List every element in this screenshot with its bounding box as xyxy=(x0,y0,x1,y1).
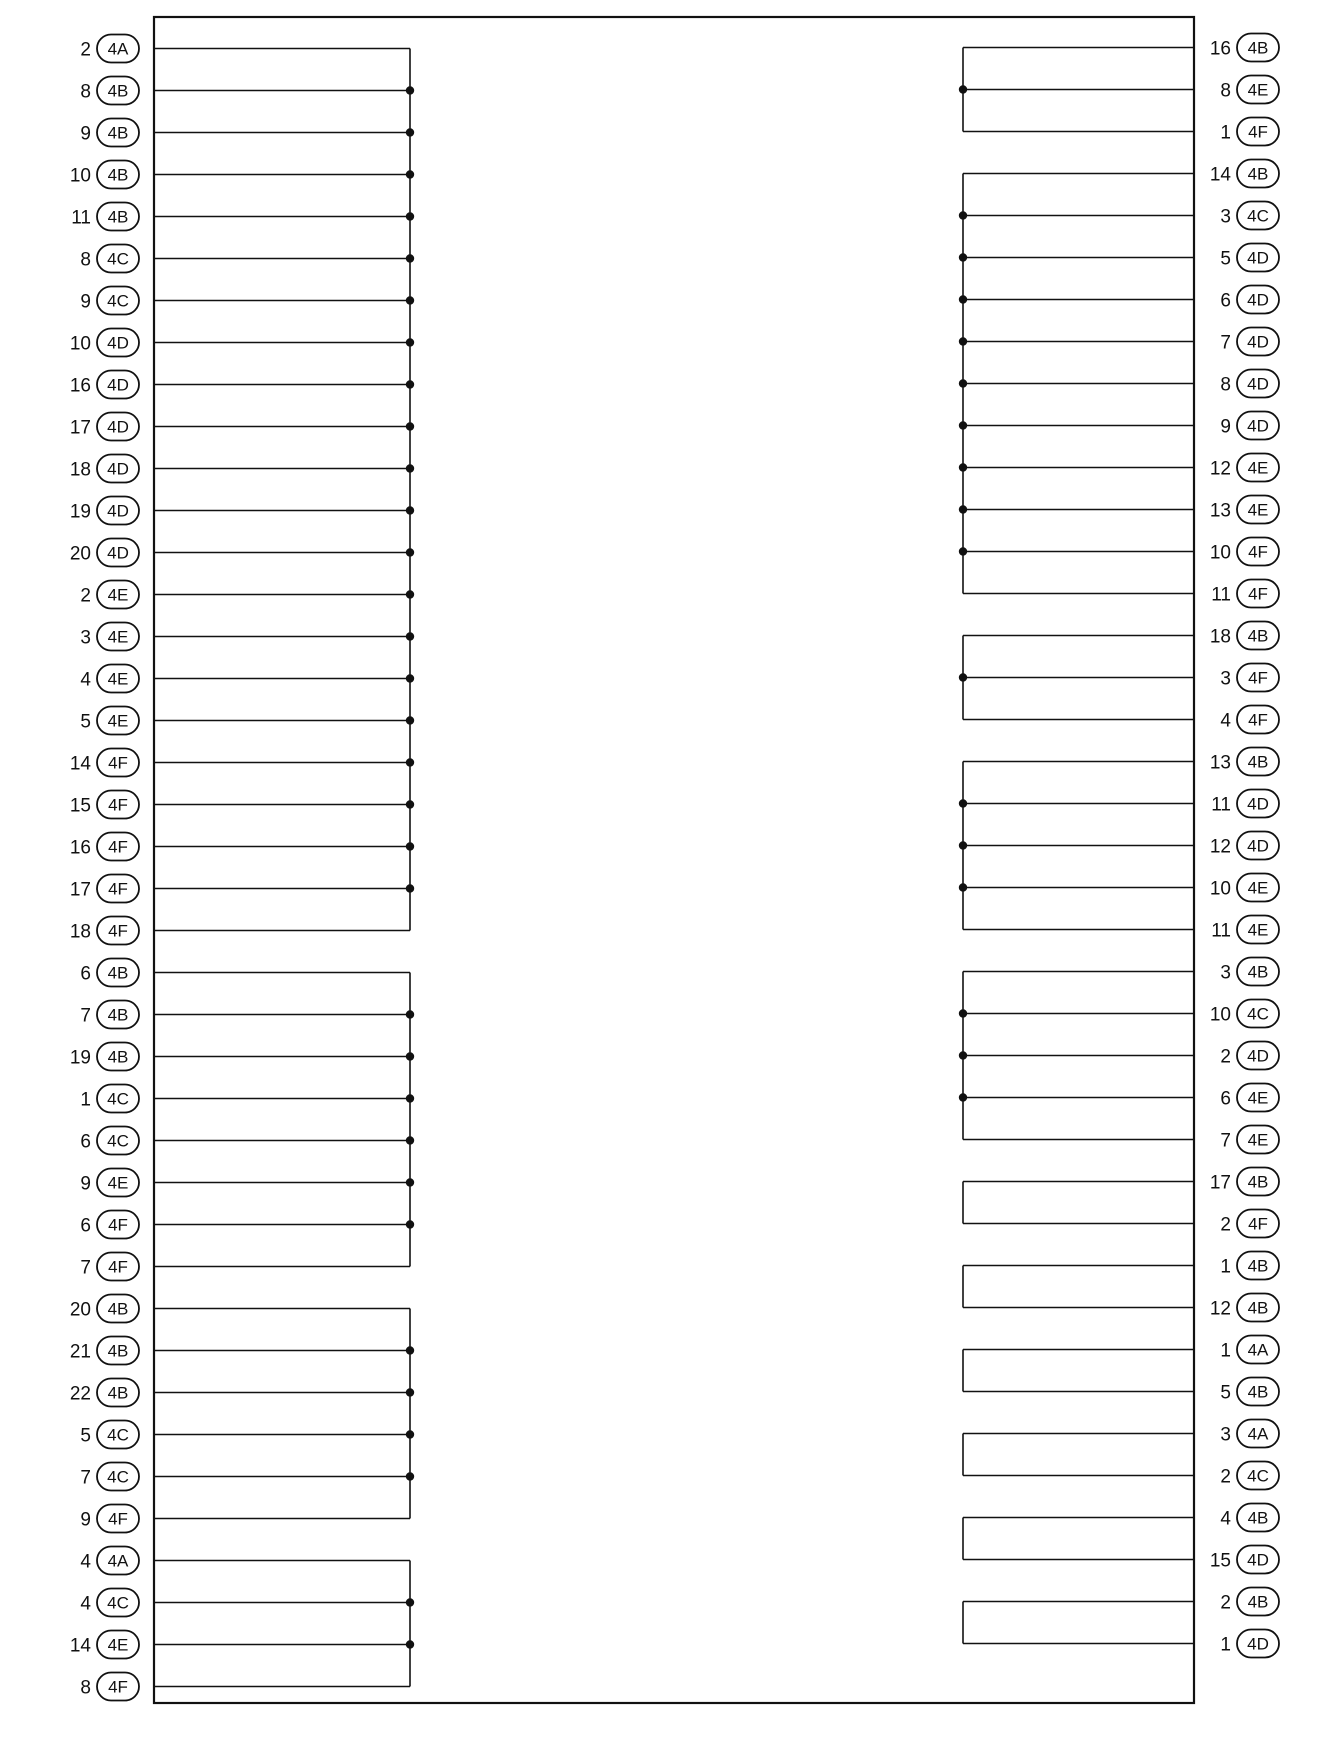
right-terminal-33 xyxy=(1220,1420,1279,1448)
connector-id: 4C xyxy=(1247,206,1269,226)
left-terminal-5 xyxy=(80,245,139,273)
connector-id: 4B xyxy=(107,1383,129,1403)
pin-number: 2 xyxy=(1220,1214,1231,1236)
left-terminal-36 xyxy=(80,1547,139,1575)
right-splice-group-4 xyxy=(959,972,1194,1140)
pin-number: 11 xyxy=(71,207,91,229)
connector-id: 4C xyxy=(107,1089,129,1109)
connector-id: 4E xyxy=(1247,1130,1269,1150)
pin-number: 12 xyxy=(1209,836,1231,858)
left-splice-group-0 xyxy=(154,49,414,931)
pin-number: 1 xyxy=(1220,1256,1231,1278)
left-terminal-31 xyxy=(70,1337,139,1365)
connector-id: 4A xyxy=(107,39,129,59)
pin-number: 8 xyxy=(1220,80,1231,102)
connector-id: 4D xyxy=(107,333,129,353)
right-terminal-30 xyxy=(1210,1294,1279,1322)
right-splice-group-7 xyxy=(963,1350,1194,1392)
connector-id: 4E xyxy=(1247,878,1269,898)
connector-id: 4C xyxy=(107,1593,129,1613)
pin-number: 9 xyxy=(80,123,91,145)
right-terminal-1 xyxy=(1220,76,1279,104)
connector-id: 4C xyxy=(107,1467,129,1487)
right-terminal-6 xyxy=(1220,286,1279,314)
connector-id: 4F xyxy=(1248,1214,1268,1234)
left-terminal-34 xyxy=(80,1463,139,1491)
pin-number: 2 xyxy=(80,39,91,61)
left-terminal-16 xyxy=(80,707,139,735)
connector-id: 4B xyxy=(107,1341,129,1361)
left-terminal-33 xyxy=(80,1421,139,1449)
left-terminal-38 xyxy=(70,1631,139,1659)
connector-id: 4B xyxy=(1247,752,1269,772)
left-terminal-2 xyxy=(80,119,139,147)
connector-id: 4B xyxy=(107,1047,129,1067)
pin-number: 9 xyxy=(1220,416,1231,438)
right-terminal-27 xyxy=(1210,1168,1279,1196)
connector-id: 4D xyxy=(1247,248,1269,268)
left-terminal-12 xyxy=(70,539,139,567)
pin-number: 9 xyxy=(80,1509,91,1531)
left-terminal-19 xyxy=(70,833,139,861)
connector-id: 4E xyxy=(107,711,129,731)
right-terminal-19 xyxy=(1210,832,1279,860)
connector-id: 4F xyxy=(108,753,128,773)
pin-number: 5 xyxy=(1220,248,1231,270)
pin-number: 19 xyxy=(69,501,91,523)
right-terminal-16 xyxy=(1220,706,1279,734)
pin-number: 4 xyxy=(80,669,91,691)
pin-number: 14 xyxy=(1209,164,1231,186)
right-splice-group-5 xyxy=(963,1182,1194,1224)
pin-number: 13 xyxy=(1209,500,1231,522)
right-terminal-3 xyxy=(1210,160,1279,188)
right-splice-group-8 xyxy=(963,1434,1194,1476)
connector-id: 4F xyxy=(1248,122,1268,142)
connector-id: 4F xyxy=(108,1677,128,1697)
pin-number: 8 xyxy=(1220,374,1231,396)
pin-number: 2 xyxy=(80,585,91,607)
connector-id: 4A xyxy=(1247,1424,1269,1444)
connector-id: 4D xyxy=(107,375,129,395)
pin-number: 11 xyxy=(1211,794,1231,816)
pin-number: 1 xyxy=(1220,122,1231,144)
left-terminal-24 xyxy=(70,1043,139,1071)
right-terminal-4 xyxy=(1220,202,1279,230)
right-terminal-21 xyxy=(1211,916,1279,944)
connector-id: 4E xyxy=(107,1173,129,1193)
left-terminal-13 xyxy=(80,581,139,609)
left-terminal-17 xyxy=(70,749,139,777)
left-terminal-6 xyxy=(80,287,139,315)
left-terminal-25 xyxy=(80,1085,139,1113)
right-terminal-31 xyxy=(1220,1336,1279,1364)
left-terminal-7 xyxy=(70,329,139,357)
connector-id: 4D xyxy=(1247,1634,1269,1654)
connector-id: 4C xyxy=(107,1425,129,1445)
connector-id: 4A xyxy=(1247,1340,1269,1360)
pin-number: 19 xyxy=(69,1047,91,1069)
diagram-frame xyxy=(154,17,1194,1703)
right-terminal-23 xyxy=(1210,1000,1279,1028)
right-terminal-37 xyxy=(1220,1588,1279,1616)
connector-id: 4D xyxy=(1247,1550,1269,1570)
pin-number: 4 xyxy=(80,1593,91,1615)
pin-number: 17 xyxy=(1209,1172,1231,1194)
connector-id: 4C xyxy=(1247,1466,1269,1486)
pin-number: 4 xyxy=(80,1551,91,1573)
connector-id: 4E xyxy=(107,669,129,689)
left-splice-group-1 xyxy=(154,973,414,1267)
connector-id: 4D xyxy=(107,417,129,437)
connector-id: 4B xyxy=(1247,1508,1269,1528)
connector-id: 4D xyxy=(1247,836,1269,856)
right-terminal-36 xyxy=(1210,1546,1279,1574)
right-terminal-13 xyxy=(1211,580,1279,608)
pin-number: 11 xyxy=(1211,584,1231,606)
pin-number: 18 xyxy=(69,459,91,481)
connector-id: 4F xyxy=(108,1215,128,1235)
pin-number: 17 xyxy=(69,417,91,439)
left-splice-group-3 xyxy=(154,1561,414,1687)
pin-number: 14 xyxy=(69,1635,91,1657)
connector-id: 4F xyxy=(108,1257,128,1277)
left-terminal-9 xyxy=(70,413,139,441)
connector-id: 4E xyxy=(1247,1088,1269,1108)
connector-id: 4F xyxy=(1248,542,1268,562)
right-terminal-38 xyxy=(1220,1630,1279,1658)
left-terminal-22 xyxy=(80,959,139,987)
connector-id: 4B xyxy=(107,123,129,143)
pin-number: 3 xyxy=(80,627,91,649)
pin-number: 6 xyxy=(80,1131,91,1153)
connector-id: 4B xyxy=(1247,1382,1269,1402)
connector-id: 4B xyxy=(1247,1592,1269,1612)
pin-number: 2 xyxy=(1220,1592,1231,1614)
pin-number: 3 xyxy=(1220,962,1231,984)
connector-id: 4D xyxy=(1247,416,1269,436)
right-terminal-34 xyxy=(1220,1462,1279,1490)
pin-number: 10 xyxy=(1209,1004,1231,1026)
connector-id: 4B xyxy=(1247,1256,1269,1276)
connector-id: 4B xyxy=(1247,1172,1269,1192)
right-splice-group-0 xyxy=(959,48,1194,132)
right-splice-group-6 xyxy=(963,1266,1194,1308)
connector-id: 4B xyxy=(107,1299,129,1319)
right-terminal-35 xyxy=(1220,1504,1279,1532)
pin-number: 7 xyxy=(1220,332,1231,354)
right-terminal-24 xyxy=(1220,1042,1279,1070)
connector-id: 4C xyxy=(1247,1004,1269,1024)
connector-id: 4F xyxy=(108,837,128,857)
connector-id: 4F xyxy=(108,879,128,899)
left-terminal-26 xyxy=(80,1127,139,1155)
pin-number: 5 xyxy=(80,1425,91,1447)
pin-number: 3 xyxy=(1220,668,1231,690)
left-terminal-28 xyxy=(80,1211,139,1239)
connector-id: 4C xyxy=(107,1131,129,1151)
right-splice-group-10 xyxy=(963,1602,1194,1644)
pin-number: 9 xyxy=(80,291,91,313)
left-terminal-32 xyxy=(70,1379,139,1407)
connector-id: 4B xyxy=(107,963,129,983)
connector-id: 4B xyxy=(107,1005,129,1025)
pin-number: 2 xyxy=(1220,1466,1231,1488)
right-terminal-32 xyxy=(1220,1378,1279,1406)
right-terminal-7 xyxy=(1220,328,1279,356)
pin-number: 5 xyxy=(80,711,91,733)
pin-number: 16 xyxy=(69,837,91,859)
connector-id: 4F xyxy=(108,1509,128,1529)
pin-number: 15 xyxy=(1209,1550,1231,1572)
pin-number: 4 xyxy=(1220,1508,1231,1530)
left-splice-group-2 xyxy=(154,1309,414,1519)
connector-id: 4D xyxy=(1247,794,1269,814)
connector-id: 4D xyxy=(1247,1046,1269,1066)
pin-number: 1 xyxy=(1220,1340,1231,1362)
left-terminal-20 xyxy=(70,875,139,903)
pin-number: 17 xyxy=(69,879,91,901)
connector-id: 4E xyxy=(107,585,129,605)
left-terminal-29 xyxy=(80,1253,139,1281)
right-terminal-9 xyxy=(1220,412,1279,440)
right-terminal-20 xyxy=(1210,874,1279,902)
right-terminal-12 xyxy=(1210,538,1279,566)
right-terminal-22 xyxy=(1220,958,1279,986)
left-terminal-39 xyxy=(80,1673,139,1701)
pin-number: 22 xyxy=(69,1383,91,1405)
connector-id: 4B xyxy=(107,81,129,101)
pin-number: 6 xyxy=(1220,1088,1231,1110)
pin-number: 18 xyxy=(69,921,91,943)
connector-id: 4E xyxy=(1247,80,1269,100)
left-terminal-3 xyxy=(70,161,139,189)
pin-number: 2 xyxy=(1220,1046,1231,1068)
connector-id: 4B xyxy=(1247,38,1269,58)
pin-number: 8 xyxy=(80,249,91,271)
pin-number: 10 xyxy=(1209,542,1231,564)
connector-id: 4C xyxy=(107,291,129,311)
right-terminal-29 xyxy=(1220,1252,1279,1280)
connector-id: 4D xyxy=(107,459,129,479)
connector-id: 4D xyxy=(1247,290,1269,310)
connector-id: 4E xyxy=(1247,458,1269,478)
pin-number: 3 xyxy=(1220,1424,1231,1446)
pin-number: 11 xyxy=(1211,920,1231,942)
connector-id: 4B xyxy=(107,207,129,227)
connector-id: 4B xyxy=(1247,1298,1269,1318)
left-terminal-18 xyxy=(70,791,139,819)
left-terminal-21 xyxy=(70,917,139,945)
connector-id: 4D xyxy=(107,543,129,563)
pin-number: 12 xyxy=(1209,458,1231,480)
connector-id: 4B xyxy=(107,165,129,185)
left-terminal-14 xyxy=(80,623,139,651)
connector-id: 4F xyxy=(108,795,128,815)
right-terminal-column xyxy=(959,34,1279,1658)
pin-number: 20 xyxy=(69,1299,91,1321)
left-terminal-column xyxy=(70,35,414,1701)
pin-number: 16 xyxy=(69,375,91,397)
connector-id: 4F xyxy=(1248,584,1268,604)
pin-number: 7 xyxy=(80,1467,91,1489)
connector-id: 4C xyxy=(107,249,129,269)
left-terminal-15 xyxy=(80,665,139,693)
pin-number: 10 xyxy=(69,333,91,355)
right-terminal-15 xyxy=(1220,664,1279,692)
pin-number: 10 xyxy=(1209,878,1231,900)
right-splice-group-1 xyxy=(959,174,1194,594)
pin-number: 10 xyxy=(69,165,91,187)
pin-number: 3 xyxy=(1220,206,1231,228)
right-splice-group-3 xyxy=(959,762,1194,930)
left-terminal-10 xyxy=(70,455,139,483)
left-terminal-8 xyxy=(70,371,139,399)
left-terminal-1 xyxy=(80,77,139,105)
connector-id: 4A xyxy=(107,1551,129,1571)
right-terminal-8 xyxy=(1220,370,1279,398)
right-terminal-5 xyxy=(1220,244,1279,272)
pin-number: 21 xyxy=(69,1341,91,1363)
connector-id: 4F xyxy=(1248,668,1268,688)
pin-number: 12 xyxy=(1209,1298,1231,1320)
right-splice-group-2 xyxy=(959,636,1194,720)
left-terminal-27 xyxy=(80,1169,139,1197)
pin-number: 20 xyxy=(69,543,91,565)
pin-number: 6 xyxy=(1220,290,1231,312)
pin-number: 1 xyxy=(80,1089,91,1111)
pin-number: 6 xyxy=(80,1215,91,1237)
right-terminal-10 xyxy=(1210,454,1279,482)
pin-number: 14 xyxy=(69,753,91,775)
right-terminal-25 xyxy=(1220,1084,1279,1112)
pin-number: 9 xyxy=(80,1173,91,1195)
pin-number: 8 xyxy=(80,81,91,103)
connector-id: 4F xyxy=(108,921,128,941)
right-terminal-14 xyxy=(1210,622,1279,650)
pin-number: 15 xyxy=(69,795,91,817)
connector-id: 4F xyxy=(1248,710,1268,730)
pin-number: 5 xyxy=(1220,1382,1231,1404)
right-terminal-18 xyxy=(1211,790,1279,818)
right-terminal-2 xyxy=(1220,118,1279,146)
connector-id: 4B xyxy=(1247,164,1269,184)
connector-id: 4E xyxy=(1247,500,1269,520)
right-terminal-0 xyxy=(1210,34,1279,62)
left-terminal-23 xyxy=(80,1001,139,1029)
right-terminal-28 xyxy=(1220,1210,1279,1238)
right-terminal-11 xyxy=(1210,496,1279,524)
pin-number: 7 xyxy=(80,1005,91,1027)
pin-number: 16 xyxy=(1209,38,1231,60)
connector-id: 4D xyxy=(1247,374,1269,394)
right-terminal-26 xyxy=(1220,1126,1279,1154)
left-terminal-0 xyxy=(80,35,139,63)
pin-number: 8 xyxy=(80,1677,91,1699)
pin-number: 1 xyxy=(1220,1634,1231,1656)
right-splice-group-9 xyxy=(963,1518,1194,1560)
connector-id: 4D xyxy=(1247,332,1269,352)
left-terminal-11 xyxy=(70,497,139,525)
connector-id: 4E xyxy=(1247,920,1269,940)
pin-number: 7 xyxy=(1220,1130,1231,1152)
pin-number: 7 xyxy=(80,1257,91,1279)
connector-id: 4D xyxy=(107,501,129,521)
pin-number: 18 xyxy=(1209,626,1231,648)
pin-number: 4 xyxy=(1220,710,1231,732)
pin-number: 6 xyxy=(80,963,91,985)
left-terminal-4 xyxy=(71,203,139,231)
right-terminal-17 xyxy=(1210,748,1279,776)
left-terminal-35 xyxy=(80,1505,139,1533)
pin-number: 13 xyxy=(1209,752,1231,774)
connector-id: 4E xyxy=(107,627,129,647)
connector-id: 4E xyxy=(107,1635,129,1655)
left-terminal-37 xyxy=(80,1589,139,1617)
connector-id: 4B xyxy=(1247,962,1269,982)
connector-id: 4B xyxy=(1247,626,1269,646)
left-terminal-30 xyxy=(70,1295,139,1323)
